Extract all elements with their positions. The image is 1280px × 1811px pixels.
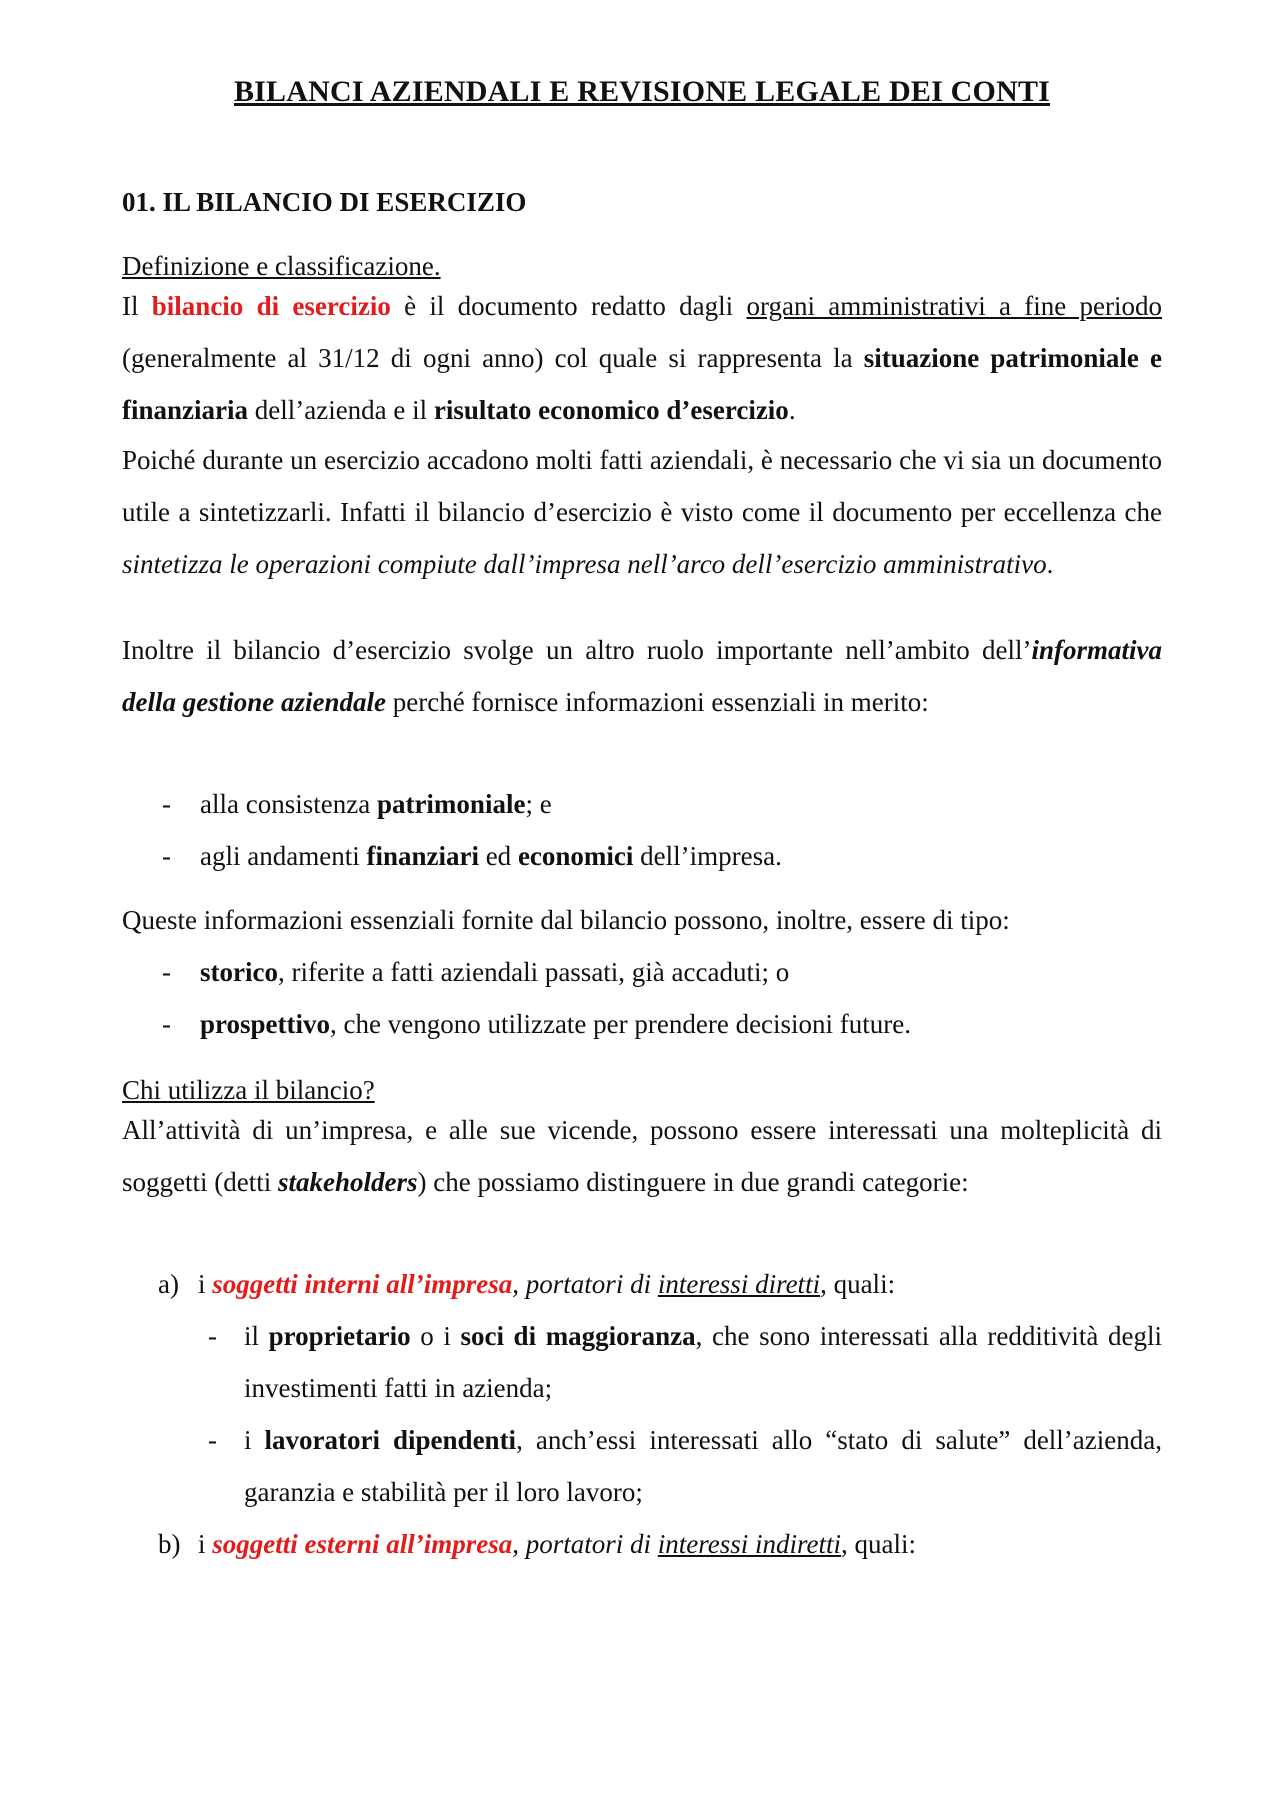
text: o i bbox=[410, 1321, 461, 1351]
text: è il documento redatto dagli bbox=[390, 291, 747, 321]
text: i bbox=[198, 1269, 213, 1299]
text: ) che possiamo distinguere in due grandi categorie: bbox=[417, 1167, 969, 1197]
list-item bbox=[122, 830, 1162, 882]
text: , che sono interessati alla redditività degli investimenti fatti in azienda; bbox=[244, 1321, 1162, 1403]
list-tipo bbox=[122, 946, 1162, 1050]
text: dell’impresa. bbox=[633, 841, 782, 871]
subheading-chi-utilizza: Chi utilizza il bilancio? bbox=[122, 1075, 375, 1105]
text: , quali: bbox=[820, 1269, 896, 1299]
dash-marker: - bbox=[162, 1009, 171, 1039]
bold-term: finanziari bbox=[366, 841, 479, 871]
text: agli andamenti bbox=[200, 841, 367, 871]
bold-italic-stakeholders: stakeholders bbox=[277, 1167, 418, 1197]
bold-italic-informativa: informativa della gestione aziendale bbox=[122, 635, 1162, 717]
italic-text: , portatori di bbox=[512, 1269, 658, 1299]
alpha-marker: b) bbox=[158, 1529, 181, 1559]
list-item bbox=[122, 778, 1162, 830]
term-soggetti-esterni: soggetti esterni all’impresa bbox=[212, 1529, 513, 1559]
text: ; e bbox=[525, 789, 552, 819]
bold-term: soci di maggioranza bbox=[460, 1321, 696, 1351]
term-soggetti-interni: soggetti interni all’impresa bbox=[212, 1269, 513, 1299]
list-item-b bbox=[122, 1518, 1162, 1570]
dash-marker: - bbox=[208, 1321, 217, 1351]
list-item-a bbox=[122, 1258, 1162, 1310]
dash-marker: - bbox=[162, 841, 171, 871]
bold-situazione-patrimoniale: situazione patrimoniale e finanziaria bbox=[122, 343, 1162, 425]
italic-sintetizza: sintetizza le operazioni compiute dall’impresa nell’arco dell’esercizio amministrativo bbox=[122, 549, 1047, 579]
dash-marker: - bbox=[162, 957, 171, 987]
bold-term: proprietario bbox=[268, 1321, 411, 1351]
list-categorie-b bbox=[122, 1518, 1162, 1570]
italic-underlined-interessi-diretti: interessi diretti bbox=[657, 1269, 821, 1299]
text: ed bbox=[478, 841, 518, 871]
list-item bbox=[122, 998, 1162, 1050]
bold-risultato-economico: risultato economico d’esercizio bbox=[433, 395, 789, 425]
document-title: BILANCI AZIENDALI E REVISIONE LEGALE DEI CONTI bbox=[233, 75, 1051, 108]
text: . bbox=[788, 395, 796, 425]
document-page bbox=[122, 72, 1163, 1559]
list-item bbox=[122, 1414, 1162, 1518]
list-item bbox=[122, 1310, 1162, 1414]
text: alla consistenza bbox=[200, 789, 377, 819]
dash-marker: - bbox=[208, 1425, 217, 1455]
term-bilancio-di-esercizio: bilancio di esercizio bbox=[151, 291, 391, 321]
text: Il bbox=[122, 291, 152, 321]
text: . bbox=[1046, 549, 1054, 579]
text: , anch’essi interessati allo “stato di salute” dell’azienda, garanzia e stabilità per il loro lavoro; bbox=[244, 1425, 1162, 1507]
paragraph-tipo: Queste informazioni essenziali fornite dal bilancio possono, inoltre, essere di tipo: bbox=[122, 905, 1010, 935]
italic-underlined-interessi-indiretti: interessi indiretti bbox=[657, 1529, 842, 1559]
bold-term: prospettivo bbox=[200, 1009, 331, 1039]
alpha-marker: a) bbox=[158, 1269, 179, 1299]
subheading-definizione: Definizione e classificazione. bbox=[122, 251, 441, 281]
italic-text: , portatori di bbox=[512, 1529, 658, 1559]
paragraph-stakeholders bbox=[122, 1104, 1162, 1208]
dash-marker: - bbox=[162, 789, 171, 819]
paragraph-definition bbox=[122, 280, 1162, 436]
bold-term: economici bbox=[517, 841, 634, 871]
list-merito bbox=[122, 778, 1162, 882]
text: All’attività di un’impresa, e alle sue vicende, possono essere interessati una molteplicità di soggetti (detti bbox=[122, 1115, 1162, 1197]
paragraph-sintesi bbox=[122, 434, 1162, 590]
text: Inoltre il bilancio d’esercizio svolge un altro ruolo importante nell’ambito dell’ bbox=[122, 635, 1032, 665]
text: Poiché durante un esercizio accadono molti fatti aziendali, è necessario che vi sia un documento utile a sintetizzarli. Infatti il bilancio d’esercizio è visto come il documento per eccellenza che bbox=[122, 445, 1162, 527]
list-item bbox=[122, 946, 1162, 998]
text: dell’azienda e il bbox=[248, 395, 434, 425]
text: il bbox=[244, 1321, 269, 1351]
text: i bbox=[244, 1425, 265, 1455]
bold-term: storico bbox=[200, 957, 278, 987]
text: , riferite a fatti aziendali passati, già accaduti; o bbox=[277, 957, 790, 987]
list-soggetti-interni bbox=[122, 1310, 1162, 1518]
text: perché fornisce informazioni essenziali in merito: bbox=[385, 687, 929, 717]
text: (generalmente al 31/12 di ogni anno) col quale si rappresenta la bbox=[122, 343, 864, 373]
bold-term: lavoratori dipendenti bbox=[264, 1425, 517, 1455]
text: i bbox=[198, 1529, 213, 1559]
underlined-organi-amministrativi: organi amministrativi a fine periodo bbox=[746, 291, 1163, 321]
section-heading: 01. IL BILANCIO DI ESERCIZIO bbox=[122, 187, 527, 217]
paragraph-informativa bbox=[122, 624, 1162, 728]
bold-term: patrimoniale bbox=[376, 789, 526, 819]
text: , che vengono utilizzate per prendere decisioni future. bbox=[330, 1009, 912, 1039]
list-categorie bbox=[122, 1258, 1162, 1310]
text: , quali: bbox=[841, 1529, 917, 1559]
